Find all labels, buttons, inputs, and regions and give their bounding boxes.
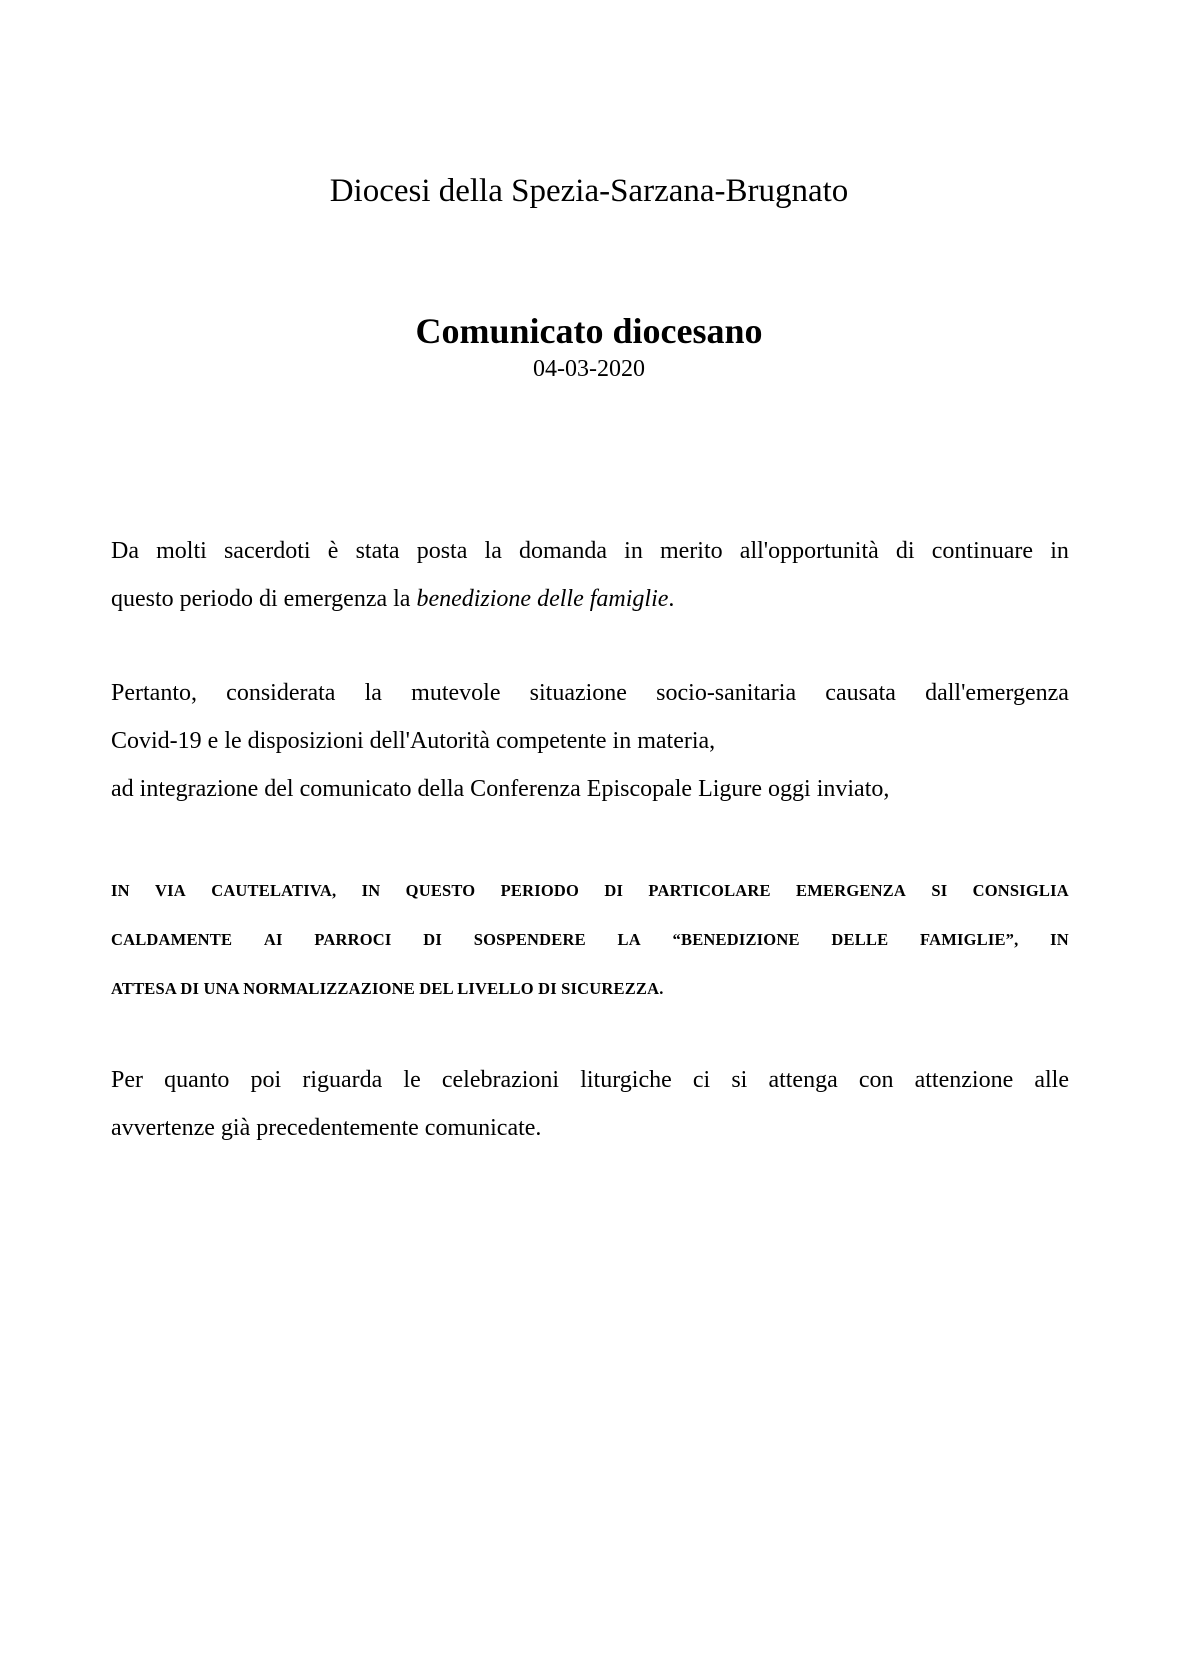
word: con [858, 1067, 894, 1093]
paragraph-line: avvertenze già precedentemente comunicate. [111, 1115, 542, 1141]
word: considerata [226, 680, 336, 706]
word: IN [1050, 930, 1069, 949]
word: DI [604, 881, 624, 900]
word: in [624, 538, 643, 564]
paragraph-question [111, 527, 1069, 623]
word: Per [111, 1067, 143, 1093]
word: AI [263, 930, 283, 949]
paragraph-line: ad integrazione del comunicato della Conferenza Episcopale Ligure oggi inviato, [111, 776, 890, 802]
word: PARTICOLARE [648, 881, 771, 900]
word: LA [617, 930, 641, 949]
word: in [1050, 538, 1069, 564]
paragraph-liturgy [111, 1056, 1069, 1152]
word: socio-sanitaria [656, 680, 797, 706]
word: le [403, 1067, 421, 1093]
word: QUESTO [405, 881, 476, 900]
word: domanda [519, 538, 607, 564]
word: DELLE [831, 930, 889, 949]
word: è [327, 538, 339, 564]
word: quanto [164, 1067, 230, 1093]
word: SI [931, 881, 948, 900]
word: la [484, 538, 502, 564]
notice-line: ATTESA DI UNA NORMALIZZAZIONE DEL LIVELLO DI SICUREZZA. [111, 979, 664, 998]
word: situazione [529, 680, 627, 706]
word: “BENEDIZIONE [672, 930, 800, 949]
word: CAUTELATIVA, [211, 881, 337, 900]
word: PERIODO [500, 881, 580, 900]
word: attenzione [914, 1067, 1014, 1093]
word: all'opportunità [739, 538, 879, 564]
word: IN [111, 881, 130, 900]
word: celebrazioni [441, 1067, 560, 1093]
word: PARROCI [314, 930, 392, 949]
word: sacerdoti [223, 538, 311, 564]
word: la [364, 680, 382, 706]
word: DI [423, 930, 443, 949]
notice-block [111, 866, 1069, 1013]
document-title: Comunicato diocesano [415, 311, 763, 351]
document-date: 04-03-2020 [533, 356, 645, 382]
paragraph-context [111, 669, 1069, 813]
word: Pertanto, [111, 680, 197, 706]
word: attenga [768, 1067, 838, 1093]
italic-phrase: benedizione delle famiglie [416, 586, 669, 612]
diocese-name: Diocesi della Spezia-Sarzana-Brugnato [329, 173, 849, 209]
word: posta [416, 538, 468, 564]
word: merito [659, 538, 723, 564]
word: VIA [155, 881, 186, 900]
paragraph-line [111, 669, 1069, 717]
notice-line [111, 866, 1069, 915]
word: mutevole [411, 680, 501, 706]
paragraph-line: Covid-19 e le disposizioni dell'Autorità competente in materia, [111, 728, 716, 754]
word: FAMIGLIE”, [920, 930, 1019, 949]
word: alle [1034, 1067, 1069, 1093]
word: SOSPENDERE [473, 930, 586, 949]
word: molti [156, 538, 207, 564]
word: ci [692, 1067, 711, 1093]
word: causata [825, 680, 896, 706]
word: CALDAMENTE [111, 930, 233, 949]
text-segment: . [668, 586, 675, 612]
paragraph-line [111, 575, 1069, 623]
text-segment: questo periodo di emergenza la [111, 586, 417, 612]
word: stata [355, 538, 400, 564]
word: si [731, 1067, 748, 1093]
word: dall'emergenza [925, 680, 1069, 706]
word: Da [111, 538, 139, 564]
paragraph-line [111, 1056, 1069, 1104]
word: EMERGENZA [796, 881, 907, 900]
word: liturgiche [580, 1067, 672, 1093]
word: riguarda [302, 1067, 383, 1093]
word: poi [250, 1067, 282, 1093]
paragraph-line [111, 527, 1069, 575]
word: IN [361, 881, 381, 900]
word: CONSIGLIA [972, 881, 1069, 900]
word: di [895, 538, 915, 564]
notice-line [111, 915, 1069, 964]
word: continuare [931, 538, 1034, 564]
